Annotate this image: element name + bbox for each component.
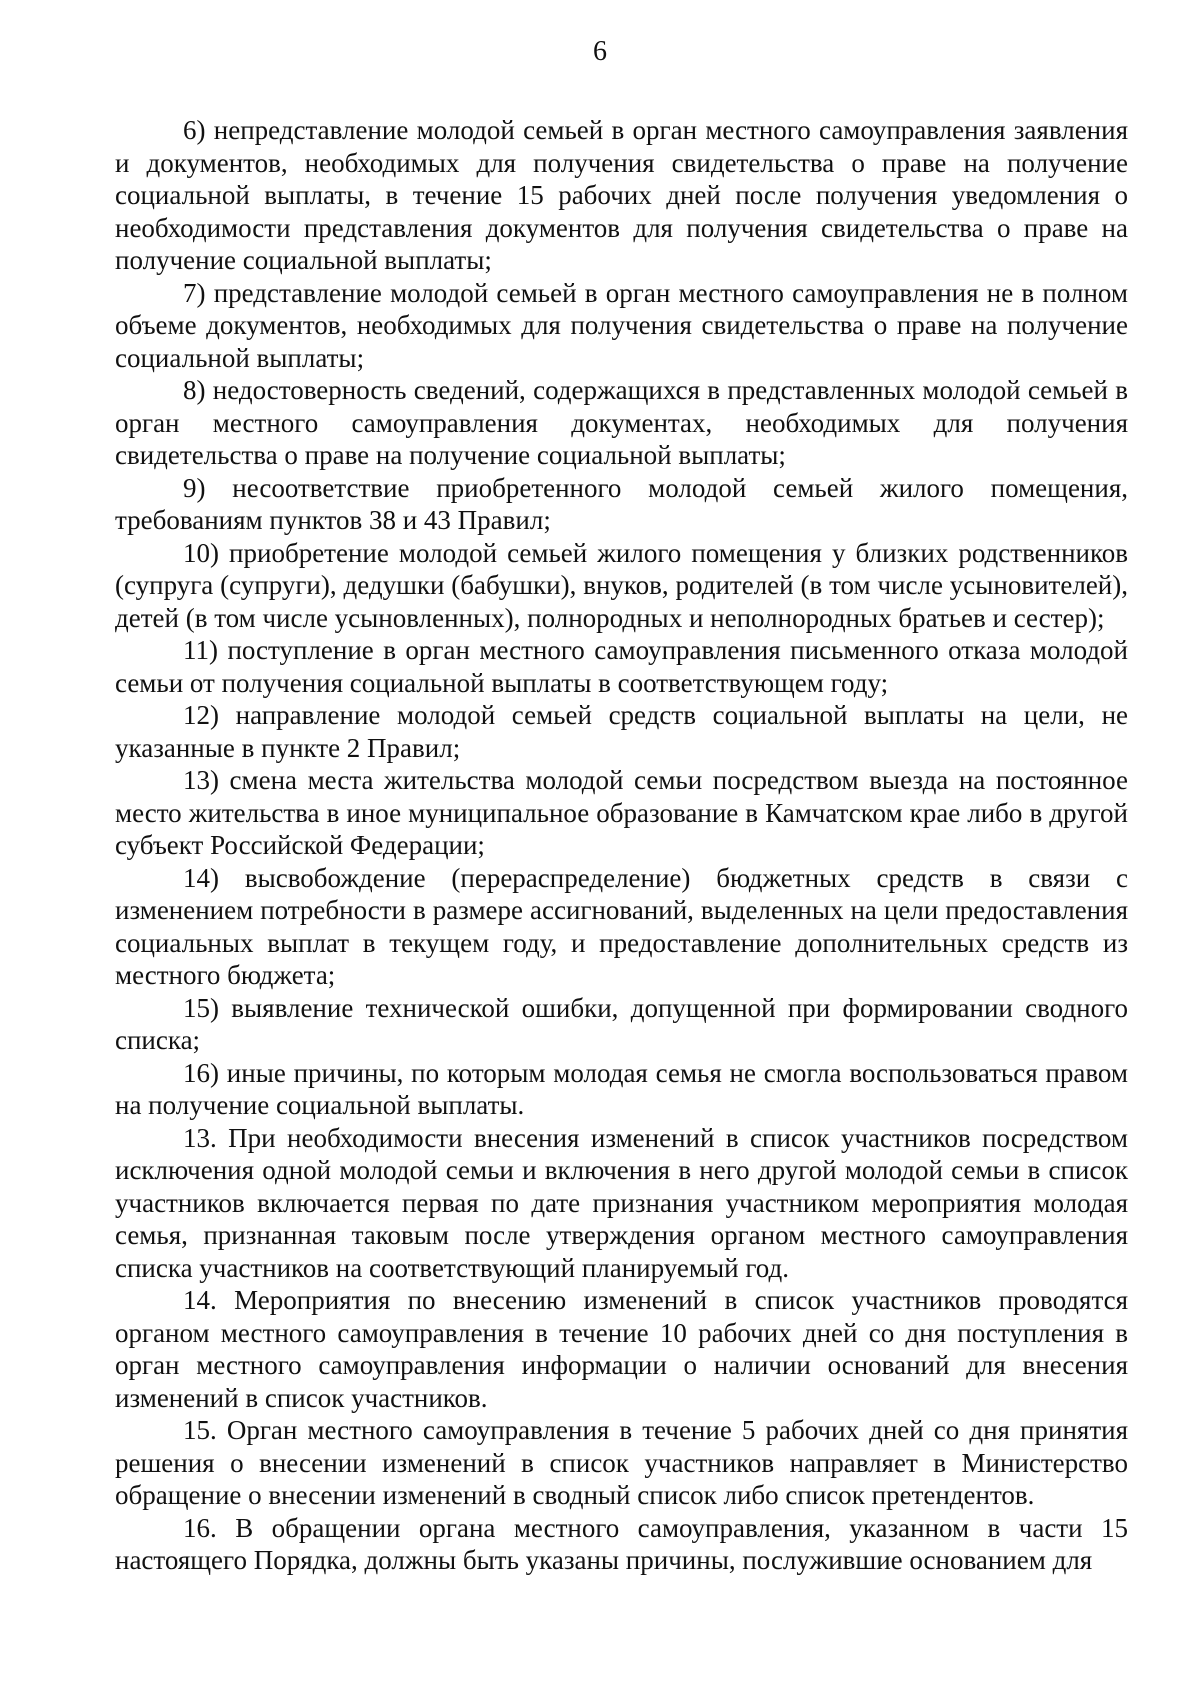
paragraph-item-13: 13) смена места жительства молодой семьи посредством выезда на постоянное место жительства в иное муниципальное образование в Камчатском крае либо в другой субъект Российской Федерации; <box>115 765 1128 860</box>
paragraph-section-13: 13. При необходимости внесения изменений в список участников посредством исключения одной молодой семьи и включения в него другой молодой семьи в список участников включается первая по дате признания участником мероприятия молодая семья, признанная таковым после утверждения органом местного самоуправления списка участников на соответствующий планируемый год. <box>115 1122 1128 1283</box>
paragraph-item-7: 7) представление молодой семьей в орган местного самоуправления не в полном объеме документов, необходимых для получения свидетельства о праве на получение социальной выплаты; <box>115 277 1128 373</box>
paragraph-item-12: 12) направление молодой семьей средств социальной выплаты на цели, не указанные в пункте 2 Правил; <box>115 700 1128 763</box>
paragraph-section-16: 16. В обращении органа местного самоуправления, указанном в части 15 настоящего Порядка, должны быть указаны причины, послужившие основанием для <box>115 1512 1128 1575</box>
paragraph-item-8: 8) недостоверность сведений, содержащихся в представленных молодой семьей в орган местного самоуправления документах, необходимых для получения свидетельства о праве на получение социальной выплаты; <box>115 375 1128 470</box>
paragraph-section-15: 15. Орган местного самоуправления в течение 5 рабочих дней со дня принятия решения о внесении изменений в список участников направляет в Министерство обращение о внесении изменений в сводный список либо список претендентов. <box>115 1415 1128 1510</box>
paragraph-item-14: 14) высвобождение (перераспределение) бюджетных средств в связи с изменением потребности в размере ассигнований, выделенных на цели предоставления социальных выплат в текущем году, и предоставление дополнительных средств из местного бюджета; <box>115 862 1128 990</box>
paragraph-item-15: 15) выявление технической ошибки, допущенной при формировании сводного списка; <box>115 992 1128 1055</box>
paragraph-item-10: 10) приобретение молодой семьей жилого помещения у близких родственников (супруга (супруги), дедушки (бабушки), внуков, родителей (в том числе усыновителей), детей (в том числе усыновленных), полнородных и неполнородных братьев и сестер); <box>115 537 1128 633</box>
paragraph-item-9: 9) несоответствие приобретенного молодой семьей жилого помещения, требованиям пунктов 38 и 43 Правил; <box>115 472 1128 535</box>
page-number: 6 <box>593 36 607 67</box>
paragraph-item-11: 11) поступление в орган местного самоуправления письменного отказа молодой семьи от получения социальной выплаты в соответствующем году; <box>115 635 1128 698</box>
document-body <box>115 114 1128 1577</box>
paragraph-section-14: 14. Мероприятия по внесению изменений в список участников проводятся органом местного самоуправления в течение 10 рабочих дней со дня поступления в орган местного самоуправления информации о наличии оснований для внесения изменений в список участников. <box>115 1285 1128 1413</box>
paragraph-item-6: 6) непредставление молодой семьей в орган местного самоуправления заявления и документов, необходимых для получения свидетельства о праве на получение социальной выплаты, в течение 15 рабочих дней после получения уведомления о необходимости представления документов для получения свидетельства о праве на получение социальной выплаты; <box>115 115 1128 275</box>
paragraph-item-16: 16) иные причины, по которым молодая семья не смогла воспользоваться правом на получение социальной выплаты. <box>115 1057 1128 1120</box>
